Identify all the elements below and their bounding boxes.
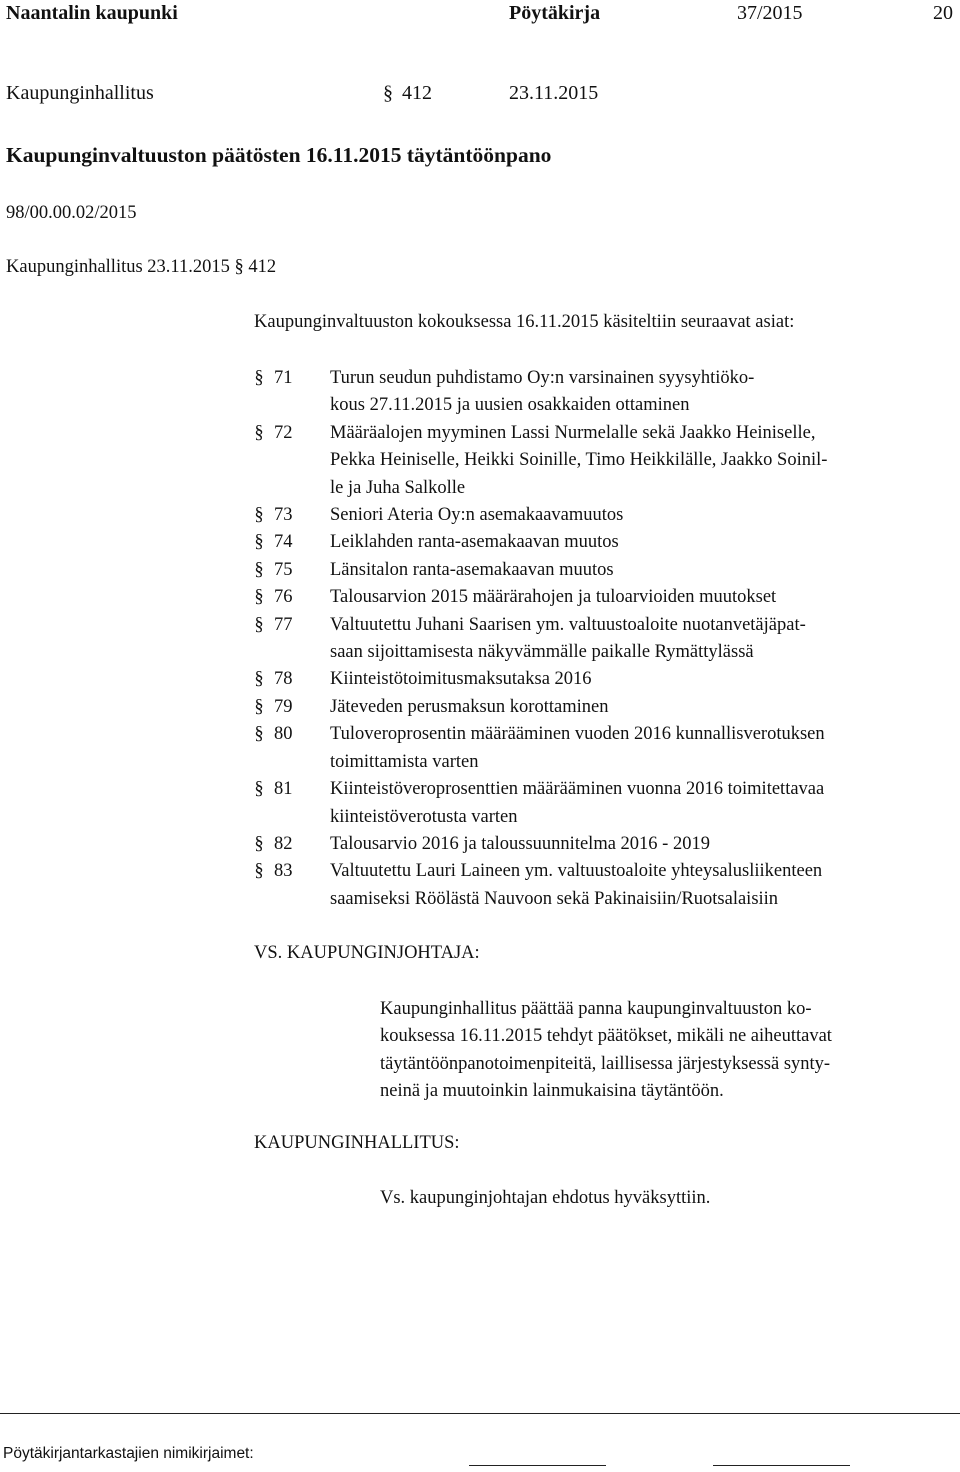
- item-text: [330, 721, 956, 776]
- section-symbol: §: [254, 368, 264, 388]
- proposal-line: kouksessa 16.11.2015 tehdyt päätökset, mikäli ne aiheuttavat: [380, 1026, 832, 1047]
- signature-line-1: [469, 1465, 606, 1466]
- item-text-line: saamiseksi Röölästä Nauvoon sekä Pakinaisiin/Ruotsalaisiin: [330, 888, 779, 909]
- section-number: [244, 529, 330, 556]
- item-text-line: Kiinteistötoimitusmaksutaksa 2016: [330, 669, 592, 690]
- item-number: 76: [274, 587, 293, 608]
- section-symbol: §: [254, 779, 264, 800]
- section-symbol: §: [254, 422, 264, 443]
- meta-section: 412: [402, 82, 432, 104]
- footer-divider: [0, 1413, 960, 1414]
- section-symbol: §: [254, 861, 264, 882]
- item-text-line: Turun seudun puhdistamo Oy:n varsinainen syysyhtiöko-: [330, 368, 755, 388]
- item-text: [330, 858, 956, 913]
- item-text-line: le ja Juha Salkolle: [330, 477, 466, 498]
- proposal-line: neinä ja muutoinkin lainmukaisina täytäntöön.: [380, 1081, 724, 1102]
- item-text-line: Länsitalon ranta-asemakaavan muutos: [330, 559, 614, 580]
- item-text-line: Määräalojen myyminen Lassi Nurmelalle sekä Jaakko Heiniselle,: [330, 422, 816, 443]
- item-number: 75: [274, 559, 293, 580]
- section-number: [244, 721, 330, 748]
- item-text-line: kiinteistöverotusta varten: [330, 806, 518, 827]
- item-number: 77: [274, 614, 293, 635]
- proposal-line: Kaupunginhallitus päättää panna kaupunginvaltuuston ko-: [380, 999, 812, 1019]
- list-item: [244, 721, 956, 776]
- section-number: [244, 776, 330, 803]
- item-number: 73: [274, 505, 293, 526]
- item-number: 71: [274, 368, 293, 388]
- section-symbol: §: [254, 532, 264, 553]
- item-number: 80: [274, 724, 293, 745]
- section-symbol: §: [254, 587, 264, 608]
- footer-label: Pöytäkirjantarkastajien nimikirjaimet:: [3, 1445, 254, 1462]
- item-text-line: Seniori Ateria Oy:n asemakaavamuutos: [330, 505, 624, 526]
- item-text-line: Tuloveroprosentin määrääminen vuoden 2016 kunnallisverotuksen: [330, 724, 825, 745]
- item-number: 78: [274, 669, 293, 690]
- item-text-line: Pekka Heiniselle, Heikki Soinille, Timo Heikkilälle, Jaakko Soinil-: [330, 450, 828, 471]
- item-text: [330, 612, 956, 667]
- section-number: [244, 502, 330, 529]
- signature-line-2: [713, 1465, 850, 1466]
- section-number: [244, 666, 330, 693]
- item-text-line: Talousarvio 2016 ja taloussuunnitelma 2016 - 2019: [330, 833, 710, 854]
- section-symbol: §: [254, 724, 264, 745]
- decision-text: Vs. kaupunginjohtajan ehdotus hyväksyttiin.: [380, 1188, 711, 1208]
- page-title: Kaupunginvaltuuston päätösten 16.11.2015 täytäntöönpano: [6, 143, 552, 167]
- section-number: [244, 584, 330, 611]
- item-text-line: saan sijoittamisesta näkyvämmälle paikalle Rymättylässä: [330, 642, 754, 663]
- section-number: [244, 365, 330, 392]
- item-text-line: Valtuutettu Juhani Saarisen ym. valtuustoaloite nuotanvetäjäpat-: [330, 614, 806, 635]
- meta-date: 23.11.2015: [509, 82, 599, 104]
- item-number: 72: [274, 422, 293, 443]
- item-text: [330, 420, 956, 502]
- item-text-line: Jäteveden perusmaksun korottaminen: [330, 696, 609, 717]
- item-number: 74: [274, 532, 293, 553]
- item-text: [330, 529, 956, 556]
- section-symbol: §: [254, 696, 264, 717]
- header-city: Naantalin kaupunki: [6, 2, 178, 24]
- section-number: [244, 831, 330, 858]
- header-page-number: 20: [933, 2, 953, 24]
- item-number: 81: [274, 779, 293, 800]
- list-item: [244, 776, 956, 831]
- item-text: [330, 776, 956, 831]
- proposal-label: VS. KAUPUNGINJOHTAJA:: [254, 943, 480, 963]
- header-doc-number: 37/2015: [737, 2, 803, 24]
- proposal-line: täytäntöönpanotoimenpiteitä, laillisessa järjestyksessä synty-: [380, 1053, 831, 1074]
- header-doc-type: Pöytäkirja: [509, 2, 601, 24]
- section-number: [244, 557, 330, 584]
- list-item: [244, 831, 956, 858]
- list-item: [244, 502, 956, 529]
- item-text: [330, 365, 956, 420]
- item-text: [330, 666, 956, 693]
- section-symbol: §: [254, 559, 264, 580]
- list-item: [244, 529, 956, 556]
- list-item: [244, 666, 956, 693]
- list-item: [244, 584, 956, 611]
- meta-section-symbol: §: [383, 82, 393, 104]
- item-text-line: kous 27.11.2015 ja uusien osakkaiden ottaminen: [330, 395, 690, 416]
- section-number: [244, 612, 330, 639]
- section-number: [244, 858, 330, 885]
- item-text-line: Leiklahden ranta-asemakaavan muutos: [330, 532, 619, 553]
- item-text-line: Talousarvion 2015 määrärahojen ja tuloarvioiden muutokset: [330, 587, 777, 608]
- reference-line: Kaupunginhallitus 23.11.2015 § 412: [6, 257, 277, 277]
- section-number: [244, 420, 330, 447]
- intro-text: Kaupunginvaltuuston kokouksessa 16.11.2015 käsiteltiin seuraavat asiat:: [254, 312, 795, 332]
- item-text-line: Valtuutettu Lauri Laineen ym. valtuustoaloite yhteysalusliikenteen: [330, 861, 823, 882]
- meta-body: Kaupunginhallitus: [6, 82, 154, 104]
- section-symbol: §: [254, 505, 264, 526]
- item-text-line: Kiinteistöveroprosenttien määrääminen vuonna 2016 toimitettavaa: [330, 779, 825, 800]
- section-symbol: §: [254, 833, 264, 854]
- list-item: [244, 694, 956, 721]
- item-text: [330, 502, 956, 529]
- item-text: [330, 557, 956, 584]
- item-text: [330, 694, 956, 721]
- section-symbol: §: [254, 669, 264, 690]
- item-text: [330, 584, 956, 611]
- item-text-line: toimittamista varten: [330, 751, 479, 772]
- decision-label: KAUPUNGINHALLITUS:: [254, 1133, 460, 1153]
- item-text: [330, 831, 956, 858]
- list-item: [244, 612, 956, 667]
- list-item: [244, 365, 956, 420]
- matters-list: [244, 365, 956, 913]
- proposal-text: [380, 996, 832, 1106]
- section-symbol: §: [254, 614, 264, 635]
- section-number: [244, 694, 330, 721]
- list-item: [244, 420, 956, 502]
- item-number: 82: [274, 833, 293, 854]
- reference-number: 98/00.00.02/2015: [6, 203, 137, 223]
- list-item: [244, 557, 956, 584]
- item-number: 79: [274, 696, 293, 717]
- item-number: 83: [274, 861, 293, 882]
- list-item: [244, 858, 956, 913]
